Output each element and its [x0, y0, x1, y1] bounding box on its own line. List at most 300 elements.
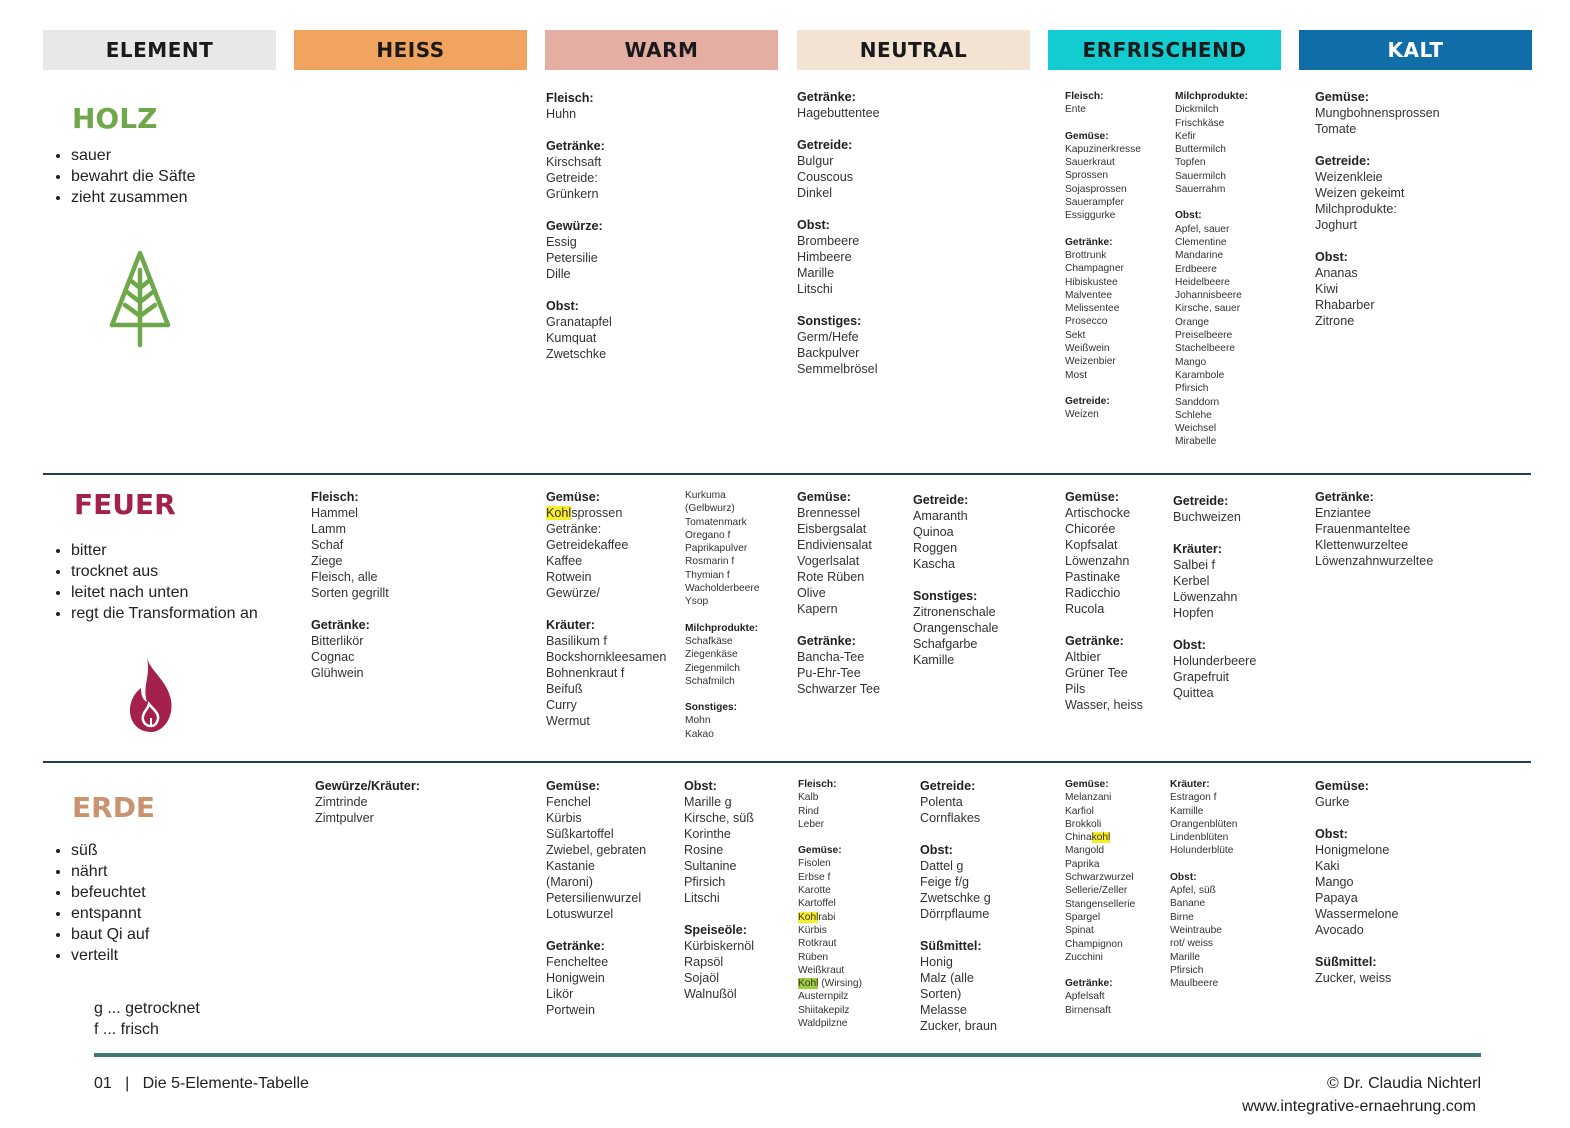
holz-warm-list [546, 90, 612, 362]
group-heading: Getränke: [546, 139, 605, 153]
list-item: Cornflakes [920, 811, 981, 825]
list-item: Spargel [1065, 911, 1101, 923]
list-item: Weizenkleie [1315, 170, 1383, 184]
list-item: Schafkäse [685, 635, 733, 647]
group-heading: Gewürze/Kräuter: [315, 779, 420, 793]
list-item: Melissentee [1065, 303, 1120, 315]
group-heading: Getränke: [1065, 634, 1124, 648]
list-item: Rosine [684, 843, 724, 857]
list-item: Karambole [1175, 369, 1225, 381]
group-heading: Obst: [1173, 638, 1206, 652]
list-item: Maulbeere [1170, 978, 1219, 990]
item-group [1315, 778, 1399, 810]
list-item: Brennessel [797, 506, 861, 520]
list-item: Fenchel [546, 795, 591, 809]
list-item: Litschi [684, 891, 720, 905]
list-item: Sauerrahm [1175, 184, 1226, 196]
list-item: Banane [1170, 898, 1206, 910]
list-item: Kumquat [546, 331, 597, 345]
list-item: Couscous [797, 170, 854, 184]
list-item: Fleisch, alle [311, 570, 378, 584]
item-group [797, 313, 880, 377]
list-item: Apfel, sauer [1175, 223, 1230, 235]
group-heading: Kräuter: [546, 618, 595, 632]
group-heading: Gemüse: [1065, 130, 1109, 142]
list-item: Lamm [311, 522, 346, 536]
list-item: Sojaöl [684, 971, 720, 985]
list-item: Kohl (Wirsing) [798, 978, 862, 990]
list-item: Weizen [1065, 409, 1099, 421]
item-group [685, 489, 759, 609]
list-item: Zitrone [1315, 314, 1355, 328]
list-item: Petersilie [546, 251, 598, 265]
list-item: Lindenblüten [1170, 832, 1229, 844]
list-item: Birne [1170, 911, 1194, 923]
group-heading: Getränke: [797, 634, 856, 648]
list-item: Marille [797, 266, 835, 280]
list-item: Marille [1170, 951, 1201, 963]
group-heading: Getreide: [920, 779, 976, 793]
list-item: Kerbel [1173, 574, 1210, 588]
list-item: Bulgur [797, 154, 834, 168]
list-item: Beifuß [546, 682, 583, 696]
list-item: Brokkoli [1065, 818, 1102, 830]
erde-kalt-list [1315, 778, 1399, 986]
list-item: Pfirsich [1170, 964, 1204, 976]
group-heading: Fleisch: [546, 91, 594, 105]
list-item: Mungbohnensprossen [1315, 106, 1440, 120]
item-group [546, 298, 612, 362]
list-item: Sellerie/Zeller [1065, 885, 1128, 897]
holz-erfrischend-list-a [1065, 90, 1141, 435]
list-item: (Gelbwurz) [685, 503, 735, 515]
list-item: Spinat [1065, 925, 1094, 937]
item-group [797, 489, 880, 617]
list-item: Grapefruit [1173, 670, 1229, 684]
list-item: Kürbis [546, 811, 582, 825]
list-item: Paprika [1065, 858, 1100, 870]
list-item: Ente [1065, 104, 1086, 116]
erde-erfrischend-list-a [1065, 778, 1135, 1030]
item-group [546, 90, 612, 122]
list-item: Melasse [920, 1003, 967, 1017]
group-heading: Gemüse: [546, 490, 600, 504]
list-item: Paprikapulver [685, 543, 748, 555]
holz-kalt-list [1315, 89, 1440, 329]
legend [94, 998, 200, 1040]
list-item: Zwetschke [546, 347, 607, 361]
list-item: Kaki [1315, 859, 1340, 873]
list-item: Joghurt [1315, 218, 1358, 232]
list-item: Ziegenmilch [685, 662, 740, 674]
highlight-mark: kohl [1091, 832, 1111, 844]
group-heading: Obst: [546, 299, 579, 313]
list-item: Malventee [1065, 289, 1113, 301]
list-item: Getreidekaffee [546, 538, 629, 552]
list-item: Mangold [1065, 845, 1105, 857]
list-item: Tomate [1315, 122, 1357, 136]
group-heading: Sonstiges: [797, 314, 862, 328]
group-heading: Getränke: [1315, 490, 1374, 504]
list-item: Kirsche, sauer [1175, 303, 1241, 315]
item-group [684, 778, 754, 906]
group-heading: Getreide: [1173, 494, 1229, 508]
list-item: Kefir [1175, 130, 1196, 142]
group-heading: Obst: [1315, 250, 1348, 264]
list-item: Sorten gegrillt [311, 586, 389, 600]
property-item: • baut Qi auf [71, 924, 149, 945]
list-item: Sojasprossen [1065, 183, 1127, 195]
list-item: Essiggurke [1065, 210, 1116, 222]
item-group [913, 588, 998, 668]
item-group [1315, 89, 1440, 137]
erde-warm-list-a [546, 778, 646, 1018]
group-heading: Obst: [1315, 827, 1348, 841]
list-item: Schafmilch [685, 675, 735, 687]
list-item: Chinakohl [1065, 832, 1111, 844]
list-item: Rhabarber [1315, 298, 1375, 312]
list-item: Salbei f [1173, 558, 1216, 572]
group-heading: Kräuter: [1173, 542, 1222, 556]
item-group [1065, 236, 1141, 382]
list-item: Kirschsaft [546, 155, 602, 169]
group-heading: Speiseöle: [684, 923, 747, 937]
list-item: Löwenzahnwurzeltee [1315, 554, 1434, 568]
list-item: Birnensaft [1065, 1004, 1111, 1016]
list-item: Eisbergsalat [797, 522, 867, 536]
group-heading: Getreide: [1315, 154, 1371, 168]
group-heading: Getreide: [797, 138, 853, 152]
legend-getrocknet: g ... getrocknet [94, 1000, 200, 1017]
list-item: Kohlrabi [798, 911, 836, 923]
footer-divider [94, 1053, 1481, 1057]
list-item: Rosmarin f [685, 556, 735, 568]
list-item: Orange [1175, 316, 1209, 328]
list-item: (Maroni) [546, 875, 593, 889]
property-item: • süß [71, 840, 149, 861]
list-item: Grüner Tee [1065, 666, 1128, 680]
list-item: Bancha-Tee [797, 650, 865, 664]
element-title-erde: ERDE [72, 791, 156, 824]
list-item: Champignon [1065, 938, 1123, 950]
feuer-warm-list-b [685, 489, 759, 754]
feuer-heiss-list [311, 489, 389, 681]
group-heading: Getreide: [913, 493, 969, 507]
property-item: • trocknet aus [71, 561, 271, 582]
erde-properties [43, 840, 149, 966]
list-item: Orangenblüten [1170, 818, 1238, 830]
item-group [797, 137, 880, 201]
list-item: Stangensellerie [1065, 898, 1136, 910]
erde-heiss-list [315, 778, 420, 826]
group-heading: Kräuter: [1170, 779, 1210, 790]
property-item: • zieht zusammen [71, 187, 196, 208]
list-item: Prosecco [1065, 316, 1108, 328]
list-item: Kürbiskernöl [684, 939, 754, 953]
list-item: Bitterlikör [311, 634, 364, 648]
feuer-warm-list-a [546, 489, 666, 729]
list-item: Huhn [546, 107, 577, 121]
list-item: Wermut [546, 714, 590, 728]
item-group [546, 778, 646, 922]
item-group [546, 138, 612, 202]
list-item: Semmelbrösel [797, 362, 878, 376]
item-group [315, 778, 420, 826]
group-heading: Obst: [1175, 210, 1202, 222]
list-item: Amaranth [913, 509, 968, 523]
list-item: Löwenzahn [1065, 554, 1130, 568]
list-item: Mandarine [1175, 250, 1224, 262]
list-item: Kopfsalat [1065, 538, 1118, 552]
item-group [1173, 637, 1256, 701]
group-heading: Sonstiges: [913, 589, 978, 603]
list-item: Sultanine [684, 859, 737, 873]
list-item: Ziege [311, 554, 343, 568]
list-item: Mohn [685, 715, 711, 727]
list-item: Most [1065, 369, 1088, 381]
group-heading: Gemüse: [1315, 779, 1369, 793]
list-item: Dörrpflaume [920, 907, 990, 921]
item-group [797, 89, 880, 121]
list-item: Orangenschale [913, 621, 999, 635]
list-item: Getreide: [546, 171, 598, 185]
list-item: Mango [1175, 356, 1207, 368]
list-item: Feige f/g [920, 875, 970, 889]
list-item: Kamille [913, 653, 955, 667]
list-item: Grünkern [546, 187, 599, 201]
row-divider-holz-feuer [43, 473, 1531, 475]
header-heiss: HEISS [294, 30, 527, 70]
list-item: Honigwein [546, 971, 605, 985]
group-heading: Obst: [920, 843, 953, 857]
list-item: Kirsche, süß [684, 811, 754, 825]
row-divider-feuer-erde [43, 761, 1531, 763]
item-group [1173, 541, 1256, 621]
property-item: • regt die Transformation an [71, 603, 271, 624]
item-group [546, 218, 612, 282]
item-group [685, 622, 759, 688]
list-item: Lotuswurzel [546, 907, 614, 921]
item-group [311, 617, 389, 681]
item-group [311, 489, 389, 601]
item-group [1175, 90, 1248, 196]
item-group [920, 938, 997, 1034]
list-item: Granatapfel [546, 315, 612, 329]
list-item: Papaya [1315, 891, 1358, 905]
list-item: Glühwein [311, 666, 364, 680]
list-item: Sorten) [920, 987, 962, 1001]
header-warm: WARM [545, 30, 778, 70]
list-item: Weintraube [1170, 924, 1222, 936]
item-group [797, 633, 880, 697]
list-item: Sprossen [1065, 170, 1109, 182]
list-item: Preiselbeere [1175, 330, 1233, 342]
group-heading: Gemüse: [798, 845, 842, 857]
item-group [1065, 633, 1143, 713]
item-group [546, 617, 666, 729]
header-neutral: NEUTRAL [797, 30, 1030, 70]
feuer-properties [43, 540, 271, 624]
list-item: Marille g [684, 795, 732, 809]
list-item: Kiwi [1315, 282, 1339, 296]
list-item: Honig [920, 955, 953, 969]
list-item: Clementine [1175, 236, 1227, 248]
list-item: Erdbeere [1175, 263, 1217, 275]
feuer-warm-sublist [546, 521, 666, 729]
flame-icon [127, 656, 175, 734]
list-item: Stachelbeere [1175, 343, 1236, 355]
group-heading: Gemüse: [1315, 90, 1369, 104]
group-heading: Milchprodukte: [685, 622, 759, 634]
list-item: Pils [1065, 682, 1086, 696]
list-item: Melanzani [1065, 792, 1112, 804]
item-group [797, 217, 880, 297]
item-group [1065, 130, 1141, 223]
list-item: Altbier [1065, 650, 1101, 664]
list-item: Kalb [798, 792, 819, 804]
list-item: Getränke: [546, 522, 602, 536]
highlight-mark: Kohl [546, 506, 572, 520]
list-item: Ananas [1315, 266, 1358, 280]
item-group [920, 842, 997, 922]
list-item: Rucola [1065, 602, 1105, 616]
list-item: Oregano f [685, 529, 731, 541]
erde-neutral-list-a [798, 778, 862, 1043]
list-item: Rind [798, 805, 819, 817]
feuer-kalt-list [1315, 489, 1433, 569]
group-heading: Gemüse: [1065, 490, 1119, 504]
erde-erfrischend-list-b [1170, 778, 1237, 1003]
list-item: Vogerlsalat [797, 554, 860, 568]
list-item: Backpulver [797, 346, 860, 360]
list-item: Hibiskustee [1065, 276, 1118, 288]
group-heading: Süßmittel: [1315, 955, 1377, 969]
list-item: Artischocke [1065, 506, 1131, 520]
list-item: Kurkuma [685, 490, 726, 501]
list-item: Weichsel [1175, 423, 1217, 435]
group-heading: Obst: [684, 779, 717, 793]
header-element: ELEMENT [43, 30, 276, 70]
list-item: Pfirsich [684, 875, 726, 889]
list-item: Kascha [913, 557, 956, 571]
list-item: Zucchini [1065, 951, 1103, 963]
list-item: Zucker, weiss [1315, 971, 1392, 985]
list-item: Shiitakepilz [798, 1004, 850, 1016]
list-item: Wasser, heiss [1065, 698, 1143, 712]
list-item: Zwetschke g [920, 891, 991, 905]
group-heading: Gewürze: [546, 219, 603, 233]
list-item: Wacholderbeere [685, 583, 760, 595]
list-item: Brombeere [797, 234, 860, 248]
feuer-erfrischend-list-b [1173, 493, 1256, 701]
list-item: Portwein [546, 1003, 595, 1017]
list-item: Pfirsich [1175, 383, 1209, 395]
list-item: Zimtrinde [315, 795, 368, 809]
list-item: Pu-Ehr-Tee [797, 666, 861, 680]
list-item: Kapuzinerkresse [1065, 143, 1141, 155]
list-item: Cognac [311, 650, 355, 664]
list-item: Schwarzer Tee [797, 682, 881, 696]
list-item: Curry [546, 698, 577, 712]
list-item: Zwiebel, gebraten [546, 843, 647, 857]
list-item: Leber [798, 818, 825, 830]
list-item: Fencheltee [546, 955, 609, 969]
list-item: Fisolen [798, 858, 831, 870]
property-item: • sauer [71, 145, 196, 166]
list-item: Champagner [1065, 263, 1124, 275]
list-item: Milchprodukte: [1315, 202, 1397, 216]
item-group [913, 492, 998, 572]
list-item: Kartoffel [798, 898, 836, 910]
list-item: Rapsöl [684, 955, 724, 969]
group-heading: Obst: [1170, 871, 1197, 883]
item-group [1170, 871, 1237, 991]
list-item: Gewürze/ [546, 586, 600, 600]
group-heading: Sonstiges: [685, 702, 738, 714]
list-item: Dattel g [920, 859, 964, 873]
list-item: Wassermelone [1315, 907, 1399, 921]
item-group [1315, 954, 1399, 986]
list-item: Bockshornkleesamen [546, 650, 667, 664]
holz-erfrischend-list-b [1175, 90, 1248, 462]
element-title-feuer: FEUER [74, 488, 176, 521]
item-group [546, 521, 666, 601]
list-item: Topfen [1175, 157, 1206, 169]
list-item: Klettenwurzeltee [1315, 538, 1409, 552]
list-item: Himbeere [797, 250, 852, 264]
list-item: Frischkäse [1175, 117, 1225, 129]
list-item: Frauenmanteltee [1315, 522, 1411, 536]
list-item: Schwarzwurzel [1065, 872, 1134, 884]
list-item: Hopfen [1173, 606, 1214, 620]
group-heading: Gemüse: [546, 779, 600, 793]
item-group [685, 701, 759, 741]
footer-copyright: © Dr. Claudia Nichterl [1326, 1075, 1481, 1092]
list-item: Brottrunk [1065, 249, 1107, 261]
item-group [1170, 778, 1237, 858]
list-item: Pastinake [1065, 570, 1121, 584]
list-item: Sauermilch [1175, 170, 1226, 182]
list-item: Karotte [798, 885, 831, 897]
list-item: Honigmelone [1315, 843, 1390, 857]
list-item: Litschi [797, 282, 833, 296]
list-item: Zitronenschale [913, 605, 996, 619]
item-group [1315, 249, 1440, 329]
list-item: Chicorée [1065, 522, 1116, 536]
property-item: • nährt [71, 861, 149, 882]
footer-website-link[interactable]: www.integrative-ernaehrung.com [1242, 1098, 1476, 1115]
list-item: Dickmilch [1175, 104, 1219, 116]
list-item: Weizen gekeimt [1315, 186, 1405, 200]
group-heading: Getränke: [1065, 236, 1113, 248]
list-item: Sauerkraut [1065, 157, 1115, 169]
list-item: Quittea [1173, 686, 1214, 700]
list-item: Kapern [797, 602, 838, 616]
list-item: Korinthe [684, 827, 731, 841]
property-item: • leitet nach unten [71, 582, 271, 603]
group-heading: Getränke: [797, 90, 856, 104]
erde-warm-list-b [684, 778, 754, 1002]
list-item: Apfel, süß [1170, 885, 1216, 897]
highlight-mark: Kohl [798, 978, 819, 990]
footer-page-title: 01 | Die 5-Elemente-Tabelle [94, 1075, 309, 1092]
list-item: Estragon f [1170, 792, 1217, 804]
item-group [920, 778, 997, 826]
group-heading: Fleisch: [1065, 91, 1104, 102]
list-item: Kamille [1170, 805, 1204, 817]
item-group [1173, 493, 1256, 525]
item-group [546, 938, 646, 1018]
